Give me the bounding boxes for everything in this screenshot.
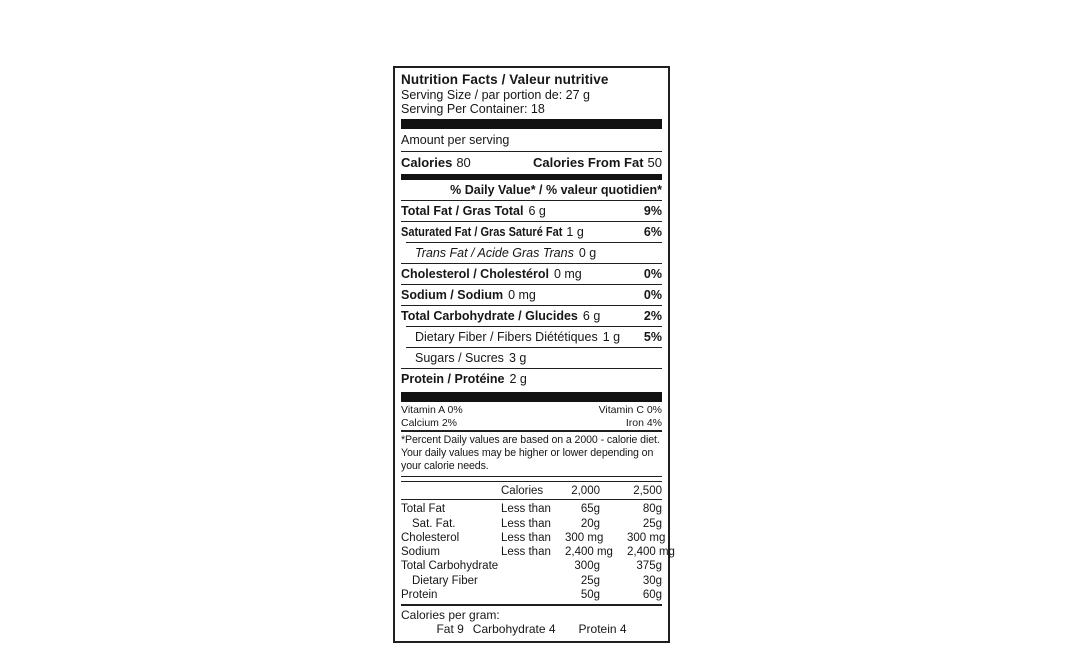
nutrient-name: Sodium / Sodium xyxy=(401,288,504,302)
calories-label: Calories xyxy=(401,155,453,170)
calories-per-gram-values xyxy=(401,622,662,637)
dv-table-row-sat-fat: Sat. Fat. Less than 20g 25g xyxy=(412,517,662,530)
daily-value-header: % Daily Value* / % valeur quotidien* xyxy=(450,183,662,197)
nutrient-name: Sugars / Sucres xyxy=(415,351,504,365)
nutrient-daily-value: 6% xyxy=(643,225,662,239)
iron: Iron 4% xyxy=(625,417,662,429)
nutrient-amount: 2 g xyxy=(509,372,527,386)
dv-table-row-total-carbohydrate: Total Carbohydrate 300g 375g xyxy=(401,560,662,573)
dv-table-row-total-fat: Total Fat Less than 65g 80g xyxy=(401,503,662,516)
nutrient-amount: 3 g xyxy=(508,351,527,365)
nutrient-daily-value: 2% xyxy=(643,309,662,323)
label-title: Nutrition Facts / Valeur nutritive xyxy=(401,72,609,87)
nutrient-amount: 6 g xyxy=(582,309,601,323)
nutrient-amount: 6 g xyxy=(528,204,546,218)
nutrient-row-trans-fat xyxy=(401,243,662,263)
double-divider xyxy=(401,476,662,482)
thick-divider-bar xyxy=(401,119,662,129)
amount-per-serving: Amount per serving xyxy=(401,133,510,147)
nutrition-facts-label xyxy=(393,66,675,643)
nutrient-row-total-fat xyxy=(401,201,662,221)
calories-per-gram-protein: Protein 4 xyxy=(578,622,627,637)
dv-table-body xyxy=(401,500,675,604)
nutrient-daily-value: 0% xyxy=(643,288,662,302)
nutrient-row-total-carbohydrate xyxy=(401,306,662,326)
nutrient-name: Cholesterol / Cholestérol xyxy=(401,267,549,281)
dv-table-header-2500: 2,500 xyxy=(633,485,662,497)
calories-value: 80 xyxy=(456,155,471,170)
nutrient-row-saturated-fat xyxy=(401,222,662,242)
calories-per-gram-carbohydrate: Carbohydrate 4 xyxy=(472,622,556,637)
nutrient-row-cholesterol xyxy=(401,264,662,284)
dv-table-header-2000: 2,000 xyxy=(571,485,600,497)
nutrient-amount: 1 g xyxy=(602,330,621,344)
dv-table-row-dietary-fiber: Dietary Fiber 25g 30g xyxy=(412,574,662,587)
servings-per-container: Serving Per Container: 18 xyxy=(401,101,545,116)
nutrient-amount: 0 mg xyxy=(508,288,536,302)
vitamin-row xyxy=(401,417,662,430)
calories-from-fat-label: Calories From Fat xyxy=(533,155,644,170)
dv-table-header xyxy=(401,483,662,499)
nutrient-row-sugars xyxy=(401,348,662,368)
nutrient-name: Total Carbohydrate / Glucides xyxy=(401,309,578,323)
calories-from-fat xyxy=(533,155,662,170)
nutrient-row-protein xyxy=(401,369,662,389)
nutrient-name: Dietary Fiber / Fibers Diététiques xyxy=(415,330,598,344)
calories-row xyxy=(401,152,662,173)
nutrient-name: Trans Fat / Acide Gras Trans xyxy=(415,246,574,260)
nutrient-row-sodium xyxy=(401,285,662,305)
serving-size: Serving Size / par portion de: 27 g xyxy=(401,88,591,102)
vitamin-a: Vitamin A 0% xyxy=(401,404,463,416)
calories xyxy=(401,155,471,170)
nutrient-amount: 1 g xyxy=(566,225,584,239)
nutrient-name: Protein / Protéine xyxy=(401,372,505,386)
nutrient-daily-value: 0% xyxy=(643,267,662,281)
daily-value-footnote: *Percent Daily values are based on a 2000 - calorie diet. Your daily values may be higher or lower depending on your calorie needs. xyxy=(401,434,660,472)
dv-table-row-sodium: Sodium Less than 2,400 mg 2,400 mg xyxy=(401,546,675,559)
nutrient-name: Total Fat / Gras Total xyxy=(401,204,524,218)
thick-divider-bar xyxy=(401,174,662,180)
nutrient-amount: 0 g xyxy=(578,246,597,260)
calories-per-gram-label: Calories per gram: xyxy=(401,608,500,623)
nutrient-amount: 0 mg xyxy=(553,267,582,281)
calories-from-fat-value: 50 xyxy=(647,155,662,170)
nutrient-daily-value: 9% xyxy=(643,204,662,218)
vitamin-c: Vitamin C 0% xyxy=(598,404,662,416)
dv-table-row-protein: Protein 50g 60g xyxy=(401,589,662,602)
dv-table-row-cholesterol: Cholesterol Less than 300 mg 300 mg xyxy=(401,531,666,544)
nutrient-name: Saturated Fat / Gras Saturé Fat xyxy=(401,225,563,239)
thick-divider-bar xyxy=(401,392,662,402)
vitamin-row xyxy=(401,404,662,417)
nutrient-daily-value: 5% xyxy=(643,330,662,344)
calories-per-gram-fat: Fat 9 xyxy=(436,622,464,637)
calcium: Calcium 2% xyxy=(401,417,458,429)
nutrient-row-dietary-fiber xyxy=(401,327,662,347)
dv-table-header-calories: Calories xyxy=(501,485,544,497)
